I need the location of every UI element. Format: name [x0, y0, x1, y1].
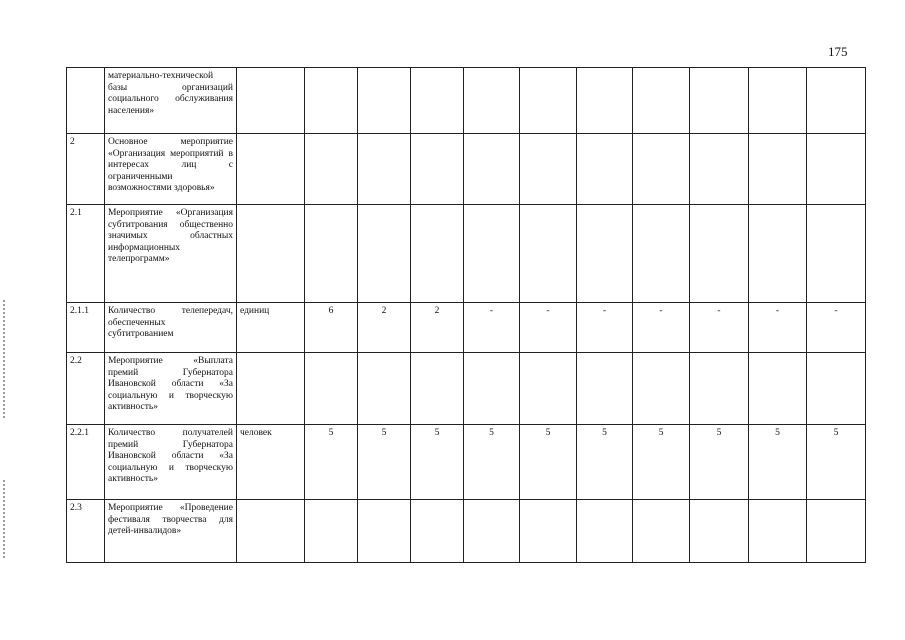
value-cell [464, 205, 520, 303]
unit-cell: человек [237, 425, 305, 500]
unit-cell [237, 500, 305, 563]
value-cell [807, 500, 866, 563]
value-cell [690, 353, 749, 425]
value-cell [807, 353, 866, 425]
value-cell [749, 68, 807, 134]
activity-name-cell: Основное мероприятие «Организация мероприятий в интересах лиц с ограниченными возможностями здоровья» [105, 134, 237, 205]
value-cell [749, 500, 807, 563]
row-number-cell [67, 68, 105, 134]
row-number-cell: 2.2.1 [67, 425, 105, 500]
value-cell [464, 68, 520, 134]
value-cell [520, 68, 577, 134]
value-cell [690, 68, 749, 134]
unit-cell [237, 68, 305, 134]
value-cell [749, 134, 807, 205]
page-number: 175 [828, 44, 848, 59]
scan-edge-mark [3, 480, 5, 560]
value-cell [358, 134, 411, 205]
scan-edge-mark [3, 300, 5, 420]
value-cell [633, 353, 690, 425]
row-number-cell: 2.1 [67, 205, 105, 303]
value-cell [464, 353, 520, 425]
value-cell [305, 500, 358, 563]
value-cell [464, 500, 520, 563]
value-cell [520, 134, 577, 205]
value-cell: 5 [411, 425, 464, 500]
value-cell [807, 134, 866, 205]
value-cell: 5 [633, 425, 690, 500]
value-cell [411, 68, 464, 134]
value-cell [520, 500, 577, 563]
value-cell [577, 500, 633, 563]
activity-name-cell: Мероприятие «Проведение фестиваля творчества для детей-инвалидов» [105, 500, 237, 563]
value-cell [577, 205, 633, 303]
value-cell [633, 205, 690, 303]
value-cell: 2 [358, 303, 411, 353]
value-cell: 5 [577, 425, 633, 500]
value-cell [749, 205, 807, 303]
value-cell [358, 353, 411, 425]
value-cell: 5 [358, 425, 411, 500]
value-cell: - [807, 303, 866, 353]
value-cell: 5 [807, 425, 866, 500]
activity-name-cell: материально-технической базы организаций социального обслуживания населения» [105, 68, 237, 134]
value-cell: 5 [464, 425, 520, 500]
value-cell [411, 353, 464, 425]
value-cell [577, 134, 633, 205]
value-cell [305, 134, 358, 205]
activity-name-cell: Мероприятие «Выплата премий Губернатора Ивановской области «За социальную и творческую активность» [105, 353, 237, 425]
value-cell [358, 500, 411, 563]
row-number-cell: 2.3 [67, 500, 105, 563]
value-cell [305, 205, 358, 303]
table-row [67, 68, 866, 134]
value-cell: - [577, 303, 633, 353]
indicator-table [66, 67, 866, 563]
unit-cell [237, 353, 305, 425]
table-row [67, 303, 866, 353]
value-cell [577, 68, 633, 134]
table-row [67, 205, 866, 303]
value-cell [520, 353, 577, 425]
value-cell: 6 [305, 303, 358, 353]
value-cell [807, 68, 866, 134]
value-cell [411, 205, 464, 303]
value-cell [520, 205, 577, 303]
row-number-cell: 2 [67, 134, 105, 205]
value-cell: - [464, 303, 520, 353]
value-cell: - [520, 303, 577, 353]
activity-name-cell: Количество телепередач, обеспеченных субтитрованием [105, 303, 237, 353]
table-row [67, 134, 866, 205]
value-cell [411, 500, 464, 563]
table-row [67, 500, 866, 563]
value-cell [411, 134, 464, 205]
value-cell [358, 205, 411, 303]
value-cell [690, 134, 749, 205]
value-cell [690, 500, 749, 563]
unit-cell: единиц [237, 303, 305, 353]
value-cell: - [690, 303, 749, 353]
value-cell [749, 353, 807, 425]
row-number-cell: 2.1.1 [67, 303, 105, 353]
row-number-cell: 2.2 [67, 353, 105, 425]
table-row [67, 425, 866, 500]
value-cell [633, 134, 690, 205]
value-cell [807, 205, 866, 303]
value-cell: 5 [520, 425, 577, 500]
value-cell [305, 353, 358, 425]
value-cell [577, 353, 633, 425]
value-cell: 5 [749, 425, 807, 500]
value-cell: - [749, 303, 807, 353]
unit-cell [237, 134, 305, 205]
value-cell [464, 134, 520, 205]
table-row [67, 353, 866, 425]
value-cell [305, 68, 358, 134]
value-cell [633, 500, 690, 563]
value-cell: 5 [305, 425, 358, 500]
value-cell [690, 205, 749, 303]
value-cell: 5 [690, 425, 749, 500]
value-cell [633, 68, 690, 134]
activity-name-cell: Количество получателей премий Губернатора Ивановской области «За социальную и творческую активность» [105, 425, 237, 500]
value-cell [358, 68, 411, 134]
unit-cell [237, 205, 305, 303]
value-cell: - [633, 303, 690, 353]
value-cell: 2 [411, 303, 464, 353]
activity-name-cell: Мероприятие «Организация субтитрования общественно значимых областных информационных телепрограмм» [105, 205, 237, 303]
